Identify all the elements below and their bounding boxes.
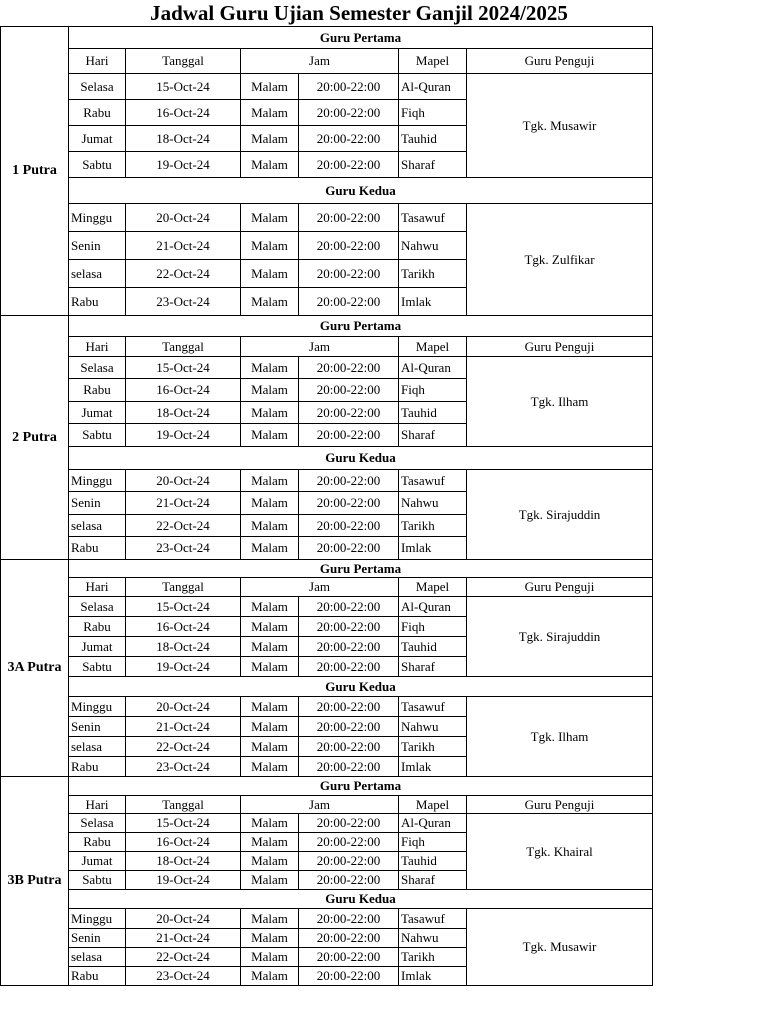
cell-jam: 20:00-22:00 [299,470,399,492]
section-title-row [1,777,653,796]
cell-jam: 20:00-22:00 [299,597,399,617]
table-row [1,204,653,232]
cell-mapel: Sharaf [399,657,467,677]
section-label: Guru Kedua [69,890,653,909]
cell-waktu: Malam [241,204,299,232]
cell-tanggal: 19-Oct-24 [126,152,241,178]
cell-jam: 20:00-22:00 [299,697,399,717]
cell-waktu: Malam [241,833,299,852]
cell-waktu: Malam [241,948,299,967]
header-hari: Hari [69,796,126,814]
class-name: 3B Putra [1,777,69,986]
cell-jam: 20:00-22:00 [299,814,399,833]
cell-tanggal: 18-Oct-24 [126,637,241,657]
cell-mapel: Tarikh [399,515,467,537]
cell-waktu: Malam [241,537,299,560]
header-hari: Hari [69,49,126,74]
cell-hari: Sabtu [69,152,126,178]
cell-jam: 20:00-22:00 [299,152,399,178]
cell-tanggal: 15-Oct-24 [126,74,241,100]
cell-waktu: Malam [241,288,299,316]
cell-mapel: Fiqh [399,833,467,852]
cell-waktu: Malam [241,126,299,152]
cell-mapel: Sharaf [399,424,467,447]
cell-mapel: Tasawuf [399,470,467,492]
section-title-row [1,890,653,909]
cell-mapel: Imlak [399,288,467,316]
cell-jam: 20:00-22:00 [299,717,399,737]
cell-jam: 20:00-22:00 [299,402,399,424]
cell-jam: 20:00-22:00 [299,737,399,757]
header-tanggal: Tanggal [126,49,241,74]
cell-jam: 20:00-22:00 [299,204,399,232]
section-title-row [1,560,653,578]
cell-jam: 20:00-22:00 [299,617,399,637]
header-mapel: Mapel [399,796,467,814]
cell-jam: 20:00-22:00 [299,379,399,402]
cell-jam: 20:00-22:00 [299,657,399,677]
cell-waktu: Malam [241,637,299,657]
cell-tanggal: 16-Oct-24 [126,833,241,852]
cell-guru-penguji: Tgk. Sirajuddin [467,597,653,677]
table-row [1,357,653,379]
cell-jam: 20:00-22:00 [299,424,399,447]
header-tanggal: Tanggal [126,337,241,357]
cell-waktu: Malam [241,697,299,717]
cell-waktu: Malam [241,597,299,617]
cell-mapel: Sharaf [399,871,467,890]
class-name: 2 Putra [1,316,69,560]
cell-tanggal: 15-Oct-24 [126,814,241,833]
header-guru-penguji: Guru Penguji [467,578,653,597]
cell-hari: Senin [69,717,126,737]
schedule-table [0,26,653,986]
cell-mapel: Tarikh [399,948,467,967]
cell-jam: 20:00-22:00 [299,852,399,871]
cell-tanggal: 22-Oct-24 [126,737,241,757]
cell-jam: 20:00-22:00 [299,967,399,986]
cell-jam: 20:00-22:00 [299,74,399,100]
cell-waktu: Malam [241,967,299,986]
cell-tanggal: 22-Oct-24 [126,260,241,288]
cell-guru-penguji: Tgk. Zulfikar [467,204,653,316]
cell-waktu: Malam [241,470,299,492]
cell-mapel: Al-Quran [399,814,467,833]
cell-waktu: Malam [241,657,299,677]
cell-mapel: Tasawuf [399,697,467,717]
header-guru-penguji: Guru Penguji [467,337,653,357]
header-hari: Hari [69,578,126,597]
cell-hari: Senin [69,492,126,515]
cell-mapel: Sharaf [399,152,467,178]
cell-hari: Rabu [69,967,126,986]
cell-jam: 20:00-22:00 [299,909,399,929]
cell-waktu: Malam [241,871,299,890]
cell-jam: 20:00-22:00 [299,357,399,379]
class-name: 3A Putra [1,560,69,777]
section-label: Guru Kedua [69,447,653,470]
section-title-row [1,178,653,204]
cell-waktu: Malam [241,852,299,871]
table-row [1,470,653,492]
cell-hari: Selasa [69,597,126,617]
cell-hari: Rabu [69,288,126,316]
cell-tanggal: 20-Oct-24 [126,909,241,929]
cell-jam: 20:00-22:00 [299,100,399,126]
cell-jam: 20:00-22:00 [299,492,399,515]
cell-jam: 20:00-22:00 [299,537,399,560]
section-title-row [1,447,653,470]
cell-jam: 20:00-22:00 [299,515,399,537]
cell-mapel: Imlak [399,967,467,986]
cell-tanggal: 20-Oct-24 [126,470,241,492]
cell-mapel: Tauhid [399,126,467,152]
cell-guru-penguji: Tgk. Ilham [467,357,653,447]
table-row [1,697,653,717]
header-guru-penguji: Guru Penguji [467,796,653,814]
cell-tanggal: 21-Oct-24 [126,929,241,948]
section-label: Guru Kedua [69,677,653,697]
cell-jam: 20:00-22:00 [299,757,399,777]
cell-waktu: Malam [241,357,299,379]
header-jam: Jam [241,49,399,74]
cell-hari: Minggu [69,470,126,492]
cell-tanggal: 15-Oct-24 [126,597,241,617]
cell-jam: 20:00-22:00 [299,288,399,316]
cell-hari: selasa [69,515,126,537]
cell-tanggal: 19-Oct-24 [126,871,241,890]
cell-jam: 20:00-22:00 [299,232,399,260]
cell-waktu: Malam [241,492,299,515]
header-tanggal: Tanggal [126,796,241,814]
cell-waktu: Malam [241,515,299,537]
page-title: Jadwal Guru Ujian Semester Ganjil 2024/2025 [150,1,568,25]
cell-hari: selasa [69,948,126,967]
cell-waktu: Malam [241,379,299,402]
header-jam: Jam [241,796,399,814]
cell-hari: Minggu [69,697,126,717]
cell-mapel: Nahwu [399,717,467,737]
table-row [1,597,653,617]
section-label: Guru Pertama [69,560,653,578]
header-mapel: Mapel [399,578,467,597]
schedule-sheet [0,26,652,983]
header-row [1,578,653,597]
cell-mapel: Fiqh [399,617,467,637]
cell-tanggal: 16-Oct-24 [126,100,241,126]
cell-hari: Jumat [69,852,126,871]
cell-jam: 20:00-22:00 [299,871,399,890]
header-row [1,337,653,357]
cell-guru-penguji: Tgk. Ilham [467,697,653,777]
cell-mapel: Tasawuf [399,204,467,232]
cell-waktu: Malam [241,909,299,929]
cell-hari: Rabu [69,100,126,126]
cell-mapel: Fiqh [399,100,467,126]
cell-mapel: Tarikh [399,260,467,288]
header-jam: Jam [241,578,399,597]
cell-mapel: Tauhid [399,852,467,871]
section-title-row [1,27,653,49]
cell-tanggal: 18-Oct-24 [126,852,241,871]
cell-mapel: Tauhid [399,637,467,657]
header-mapel: Mapel [399,49,467,74]
cell-hari: Rabu [69,379,126,402]
cell-guru-penguji: Tgk. Musawir [467,74,653,178]
cell-tanggal: 21-Oct-24 [126,717,241,737]
cell-waktu: Malam [241,617,299,637]
section-label: Guru Pertama [69,777,653,796]
cell-hari: Sabtu [69,871,126,890]
cell-tanggal: 23-Oct-24 [126,757,241,777]
cell-hari: Senin [69,929,126,948]
cell-waktu: Malam [241,814,299,833]
header-row [1,796,653,814]
cell-waktu: Malam [241,717,299,737]
cell-tanggal: 21-Oct-24 [126,492,241,515]
cell-hari: Sabtu [69,657,126,677]
cell-tanggal: 15-Oct-24 [126,357,241,379]
cell-mapel: Nahwu [399,492,467,515]
cell-mapel: Tarikh [399,737,467,757]
section-title-row [1,316,653,337]
cell-hari: Senin [69,232,126,260]
table-row [1,814,653,833]
cell-mapel: Tauhid [399,402,467,424]
cell-hari: selasa [69,260,126,288]
cell-mapel: Al-Quran [399,597,467,617]
cell-guru-penguji: Tgk. Khairal [467,814,653,890]
cell-guru-penguji: Tgk. Musawir [467,909,653,986]
cell-jam: 20:00-22:00 [299,929,399,948]
cell-tanggal: 19-Oct-24 [126,424,241,447]
cell-jam: 20:00-22:00 [299,637,399,657]
header-row [1,49,653,74]
section-label: Guru Kedua [69,178,653,204]
cell-waktu: Malam [241,402,299,424]
cell-tanggal: 23-Oct-24 [126,967,241,986]
cell-hari: selasa [69,737,126,757]
cell-mapel: Al-Quran [399,357,467,379]
class-name: 1 Putra [1,27,69,316]
cell-tanggal: 22-Oct-24 [126,515,241,537]
cell-tanggal: 20-Oct-24 [126,204,241,232]
cell-guru-penguji: Tgk. Sirajuddin [467,470,653,560]
header-guru-penguji: Guru Penguji [467,49,653,74]
cell-mapel: Imlak [399,537,467,560]
cell-waktu: Malam [241,737,299,757]
cell-hari: Jumat [69,402,126,424]
cell-waktu: Malam [241,260,299,288]
cell-jam: 20:00-22:00 [299,260,399,288]
table-row [1,74,653,100]
cell-tanggal: 21-Oct-24 [126,232,241,260]
cell-hari: Selasa [69,74,126,100]
cell-hari: Selasa [69,814,126,833]
cell-mapel: Imlak [399,757,467,777]
cell-mapel: Tasawuf [399,909,467,929]
section-label: Guru Pertama [69,27,653,49]
header-mapel: Mapel [399,337,467,357]
cell-hari: Jumat [69,637,126,657]
cell-hari: Jumat [69,126,126,152]
table-row [1,909,653,929]
cell-hari: Rabu [69,617,126,637]
cell-mapel: Al-Quran [399,74,467,100]
cell-jam: 20:00-22:00 [299,948,399,967]
header-tanggal: Tanggal [126,578,241,597]
cell-hari: Rabu [69,757,126,777]
cell-tanggal: 22-Oct-24 [126,948,241,967]
cell-mapel: Fiqh [399,379,467,402]
cell-tanggal: 23-Oct-24 [126,537,241,560]
cell-jam: 20:00-22:00 [299,126,399,152]
cell-hari: Rabu [69,537,126,560]
cell-hari: Minggu [69,909,126,929]
section-title-row [1,677,653,697]
cell-hari: Rabu [69,833,126,852]
cell-waktu: Malam [241,929,299,948]
cell-tanggal: 23-Oct-24 [126,288,241,316]
cell-tanggal: 16-Oct-24 [126,617,241,637]
cell-waktu: Malam [241,100,299,126]
cell-hari: Sabtu [69,424,126,447]
section-label: Guru Pertama [69,316,653,337]
cell-waktu: Malam [241,152,299,178]
cell-tanggal: 18-Oct-24 [126,402,241,424]
cell-hari: Minggu [69,204,126,232]
cell-tanggal: 16-Oct-24 [126,379,241,402]
cell-tanggal: 19-Oct-24 [126,657,241,677]
cell-jam: 20:00-22:00 [299,833,399,852]
cell-waktu: Malam [241,424,299,447]
header-hari: Hari [69,337,126,357]
cell-mapel: Nahwu [399,929,467,948]
cell-waktu: Malam [241,232,299,260]
cell-tanggal: 20-Oct-24 [126,697,241,717]
cell-waktu: Malam [241,757,299,777]
header-jam: Jam [241,337,399,357]
cell-tanggal: 18-Oct-24 [126,126,241,152]
cell-waktu: Malam [241,74,299,100]
cell-mapel: Nahwu [399,232,467,260]
cell-hari: Selasa [69,357,126,379]
